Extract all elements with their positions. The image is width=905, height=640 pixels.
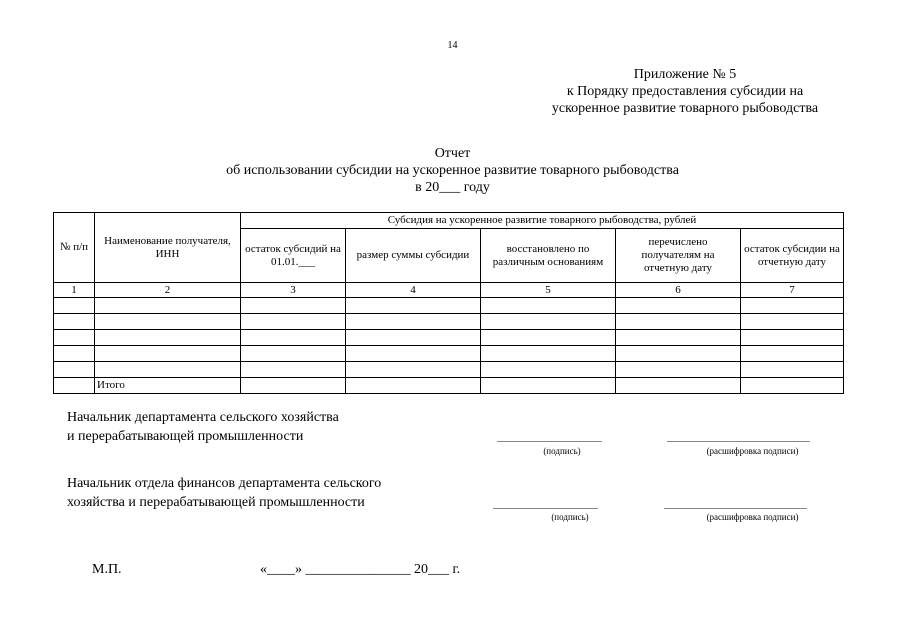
table-cell[interactable] xyxy=(95,298,241,314)
table-cell[interactable] xyxy=(616,346,741,362)
appendix-line-2: к Порядку предоставления субсидии на xyxy=(566,84,804,99)
column-number: 1 xyxy=(54,283,95,298)
table-cell[interactable] xyxy=(481,314,616,330)
signature1-line-1: Начальник департамента сельского хозяйства xyxy=(67,410,339,425)
signature1-sign-caption: (подпись) xyxy=(543,446,581,456)
signature2-sign-caption: (подпись) xyxy=(551,512,589,522)
table-cell[interactable] xyxy=(54,346,95,362)
signature1-position xyxy=(67,408,339,446)
column-number: 6 xyxy=(616,283,741,298)
table-cell[interactable] xyxy=(616,362,741,378)
header-recipient: Наименование получателя, ИНН xyxy=(95,213,241,283)
table-row xyxy=(54,346,844,362)
signature2-decode-caption: (расшифровка подписи) xyxy=(706,512,799,522)
signature1-decode-line[interactable] xyxy=(667,441,810,442)
stamp-label: М.П. xyxy=(92,562,122,577)
table-cell[interactable] xyxy=(481,330,616,346)
page-number: 14 xyxy=(447,40,458,51)
header-subsidy-group: Субсидия на ускоренное развитие товарного рыбоводства, рублей xyxy=(241,213,844,229)
appendix-line-3: ускоренное развитие товарного рыбоводства xyxy=(551,101,819,116)
table-row xyxy=(54,330,844,346)
table-cell[interactable] xyxy=(481,346,616,362)
appendix-header xyxy=(520,66,850,117)
table-cell[interactable] xyxy=(346,378,481,394)
header-transferred: перечислено получателям на отчетную дату xyxy=(616,229,741,283)
signature1-line-2: и перерабатывающей промышленности xyxy=(67,429,304,444)
table-cell[interactable] xyxy=(346,346,481,362)
table-cell[interactable] xyxy=(95,314,241,330)
table-cell[interactable] xyxy=(741,330,844,346)
table-cell[interactable] xyxy=(241,378,346,394)
signature2-line-1: Начальник отдела финансов департамента сельского xyxy=(67,476,382,491)
header-restored: восстановлено по различным основаниям xyxy=(481,229,616,283)
table-cell[interactable] xyxy=(346,314,481,330)
header-balance-end: остаток субсидии на отчетную дату xyxy=(741,229,844,283)
column-number: 2 xyxy=(95,283,241,298)
table-cell[interactable] xyxy=(95,346,241,362)
signature2-line-2: хозяйства и перерабатывающей промышленности xyxy=(67,495,365,510)
table-cell[interactable] xyxy=(481,362,616,378)
total-label: Итого xyxy=(95,378,241,394)
table-row xyxy=(54,314,844,330)
table-cell[interactable] xyxy=(241,362,346,378)
table-cell[interactable] xyxy=(346,330,481,346)
header-subsidy-amount: размер суммы субсидии xyxy=(346,229,481,283)
signature1-decode-caption: (расшифровка подписи) xyxy=(706,446,799,456)
table-cell[interactable] xyxy=(741,346,844,362)
table-row xyxy=(54,362,844,378)
table-cell[interactable] xyxy=(54,330,95,346)
title-line-2: об использовании субсидии на ускоренное развитие товарного рыбоводства xyxy=(226,163,679,178)
column-number: 5 xyxy=(481,283,616,298)
signature2-position xyxy=(67,474,381,512)
table-cell[interactable] xyxy=(54,362,95,378)
table-cell[interactable] xyxy=(741,362,844,378)
column-number: 7 xyxy=(741,283,844,298)
column-number: 3 xyxy=(241,283,346,298)
title-line-3: в 20___ году xyxy=(415,180,490,195)
report-title xyxy=(0,145,905,196)
table-cell[interactable] xyxy=(616,378,741,394)
table-cell[interactable] xyxy=(481,298,616,314)
table-cell[interactable] xyxy=(616,330,741,346)
signature2-decode-line[interactable] xyxy=(664,508,807,509)
table-cell[interactable] xyxy=(616,298,741,314)
table-cell[interactable] xyxy=(241,330,346,346)
table-row xyxy=(54,298,844,314)
table-cell[interactable] xyxy=(741,298,844,314)
total-row xyxy=(54,378,844,394)
table-cell[interactable] xyxy=(481,378,616,394)
report-table xyxy=(53,212,844,394)
table-cell[interactable] xyxy=(741,314,844,330)
table-cell[interactable] xyxy=(95,362,241,378)
signature1-sign-line[interactable] xyxy=(497,441,602,442)
signature2-sign-line[interactable] xyxy=(493,508,598,509)
table-cell[interactable] xyxy=(241,298,346,314)
table-cell[interactable] xyxy=(741,378,844,394)
table-cell[interactable] xyxy=(241,346,346,362)
table-cell[interactable] xyxy=(346,362,481,378)
table-cell[interactable] xyxy=(54,378,95,394)
appendix-line-1: Приложение № 5 xyxy=(633,67,737,82)
table-cell[interactable] xyxy=(54,298,95,314)
column-number: 4 xyxy=(346,283,481,298)
table-cell[interactable] xyxy=(241,314,346,330)
header-num: № п/п xyxy=(54,213,95,283)
table-cell[interactable] xyxy=(616,314,741,330)
table-cell[interactable] xyxy=(54,314,95,330)
table-cell[interactable] xyxy=(346,298,481,314)
table-cell[interactable] xyxy=(95,330,241,346)
column-numbers-row xyxy=(54,283,844,298)
title-line-1: Отчет xyxy=(434,146,471,161)
date-field[interactable]: «____» _______________ 20___ г. xyxy=(260,562,461,577)
header-balance-start: остаток субсидий на 01.01.___ xyxy=(241,229,346,283)
